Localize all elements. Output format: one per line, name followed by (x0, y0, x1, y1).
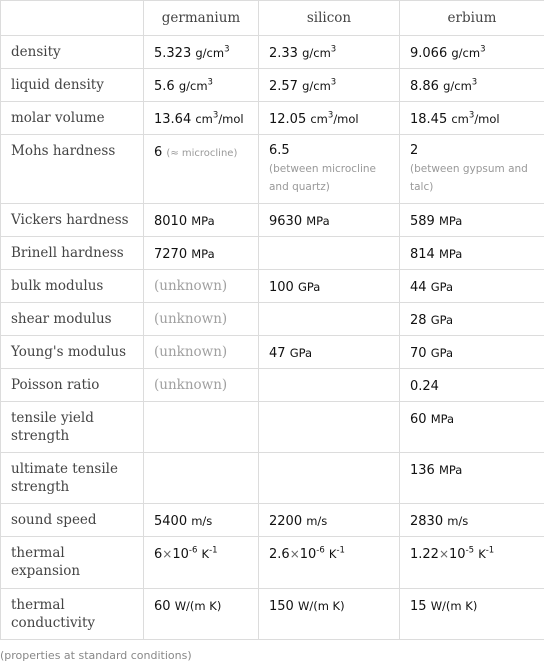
cell-germanium-thermal-conductivity: 60 W/(m K) (144, 589, 259, 640)
cell-silicon-thermal-conductivity: 150 W/(m K) (259, 589, 400, 640)
cell-erbium-tensile-yield-strength: 60 MPa (400, 402, 544, 453)
cell-germanium-ultimate-tensile-strength (144, 453, 259, 504)
cell-erbium-ultimate-tensile-strength: 136 MPa (400, 453, 544, 504)
cell-silicon-brinell-hardness (259, 237, 400, 270)
cell-germanium-poisson-ratio: (unknown) (144, 369, 259, 402)
cell-germanium-thermal-expansion: $6\times 10^{-6}$ $K^{-1}$ (144, 537, 259, 589)
table-row (1, 270, 544, 303)
cell-silicon-density: 2.33 $g/cm^3$ (259, 36, 400, 69)
row-label-molar-volume: molar volume (1, 102, 144, 135)
cell-silicon-liquid-density: 2.57 $g/cm^3$ (259, 69, 400, 102)
table-row (1, 453, 544, 504)
header-corner (1, 1, 144, 36)
table-row (1, 135, 544, 204)
row-label-brinell-hardness: Brinell hardness (1, 237, 144, 270)
table-row (1, 537, 544, 589)
table-row (1, 36, 544, 69)
cell-erbium-vickers-hardness: 589 MPa (400, 204, 544, 237)
cell-germanium-density: 5.323 $g/cm^3$ (144, 36, 259, 69)
cell-silicon-bulk-modulus: 100 GPa (259, 270, 400, 303)
table-row (1, 303, 544, 336)
cell-silicon-ultimate-tensile-strength (259, 453, 400, 504)
row-label-bulk-modulus: bulk modulus (1, 270, 144, 303)
row-label-density: density (1, 36, 144, 69)
cell-silicon-shear-modulus (259, 303, 400, 336)
cell-erbium-youngs-modulus: 70 GPa (400, 336, 544, 369)
cell-silicon-molar-volume: 12.05 $cm^3$/mol (259, 102, 400, 135)
cell-silicon-vickers-hardness: 9630 MPa (259, 204, 400, 237)
row-label-mohs-hardness: Mohs hardness (1, 135, 144, 204)
cell-erbium-thermal-expansion: $1.22\times 10^{-5}$ $K^{-1}$ (400, 537, 544, 589)
cell-erbium-poisson-ratio: 0.24 (400, 369, 544, 402)
row-label-liquid-density: liquid density (1, 69, 144, 102)
cell-erbium-liquid-density: 8.86 $g/cm^3$ (400, 69, 544, 102)
table-row (1, 336, 544, 369)
cell-germanium-tensile-yield-strength (144, 402, 259, 453)
cell-silicon-mohs-hardness: 6.5 (between microcline and quartz) (259, 135, 400, 204)
table-row (1, 204, 544, 237)
header-row (1, 1, 544, 36)
cell-silicon-thermal-expansion: $2.6\times 10^{-6}$ $K^{-1}$ (259, 537, 400, 589)
row-label-thermal-expansion: thermal expansion (1, 537, 144, 589)
cell-erbium-sound-speed: 2830 m/s (400, 504, 544, 537)
table-row (1, 102, 544, 135)
cell-germanium-molar-volume: 13.64 $cm^3$/mol (144, 102, 259, 135)
cell-erbium-brinell-hardness: 814 MPa (400, 237, 544, 270)
cell-silicon-sound-speed: 2200 m/s (259, 504, 400, 537)
cell-erbium-bulk-modulus: 44 GPa (400, 270, 544, 303)
row-label-thermal-conductivity: thermal conductivity (1, 589, 144, 640)
cell-silicon-youngs-modulus: 47 GPa (259, 336, 400, 369)
row-label-ultimate-tensile-strength: ultimate tensile strength (1, 453, 144, 504)
cell-germanium-vickers-hardness: 8010 MPa (144, 204, 259, 237)
col-header-germanium: germanium (144, 1, 259, 36)
row-label-tensile-yield-strength: tensile yield strength (1, 402, 144, 453)
row-label-sound-speed: sound speed (1, 504, 144, 537)
table-row (1, 369, 544, 402)
table-row (1, 69, 544, 102)
cell-silicon-tensile-yield-strength (259, 402, 400, 453)
table-row (1, 237, 544, 270)
table-row (1, 402, 544, 453)
row-label-poisson-ratio: Poisson ratio (1, 369, 144, 402)
table-row (1, 589, 544, 640)
cell-germanium-bulk-modulus: (unknown) (144, 270, 259, 303)
footnote: (properties at standard conditions) (0, 649, 192, 662)
cell-erbium-mohs-hardness: 2 (between gypsum and talc) (400, 135, 544, 204)
row-label-youngs-modulus: Young's modulus (1, 336, 144, 369)
cell-germanium-sound-speed: 5400 m/s (144, 504, 259, 537)
cell-germanium-youngs-modulus: (unknown) (144, 336, 259, 369)
col-header-erbium: erbium (400, 1, 544, 36)
cell-erbium-thermal-conductivity: 15 W/(m K) (400, 589, 544, 640)
row-label-vickers-hardness: Vickers hardness (1, 204, 144, 237)
cell-germanium-brinell-hardness: 7270 MPa (144, 237, 259, 270)
cell-germanium-mohs-hardness: 6 (≈ microcline) (144, 135, 259, 204)
cell-germanium-liquid-density: 5.6 $g/cm^3$ (144, 69, 259, 102)
col-header-silicon: silicon (259, 1, 400, 36)
cell-erbium-shear-modulus: 28 GPa (400, 303, 544, 336)
row-label-shear-modulus: shear modulus (1, 303, 144, 336)
cell-germanium-shear-modulus: (unknown) (144, 303, 259, 336)
cell-erbium-molar-volume: 18.45 $cm^3$/mol (400, 102, 544, 135)
cell-silicon-poisson-ratio (259, 369, 400, 402)
cell-erbium-density: 9.066 $g/cm^3$ (400, 36, 544, 69)
table-row (1, 504, 544, 537)
